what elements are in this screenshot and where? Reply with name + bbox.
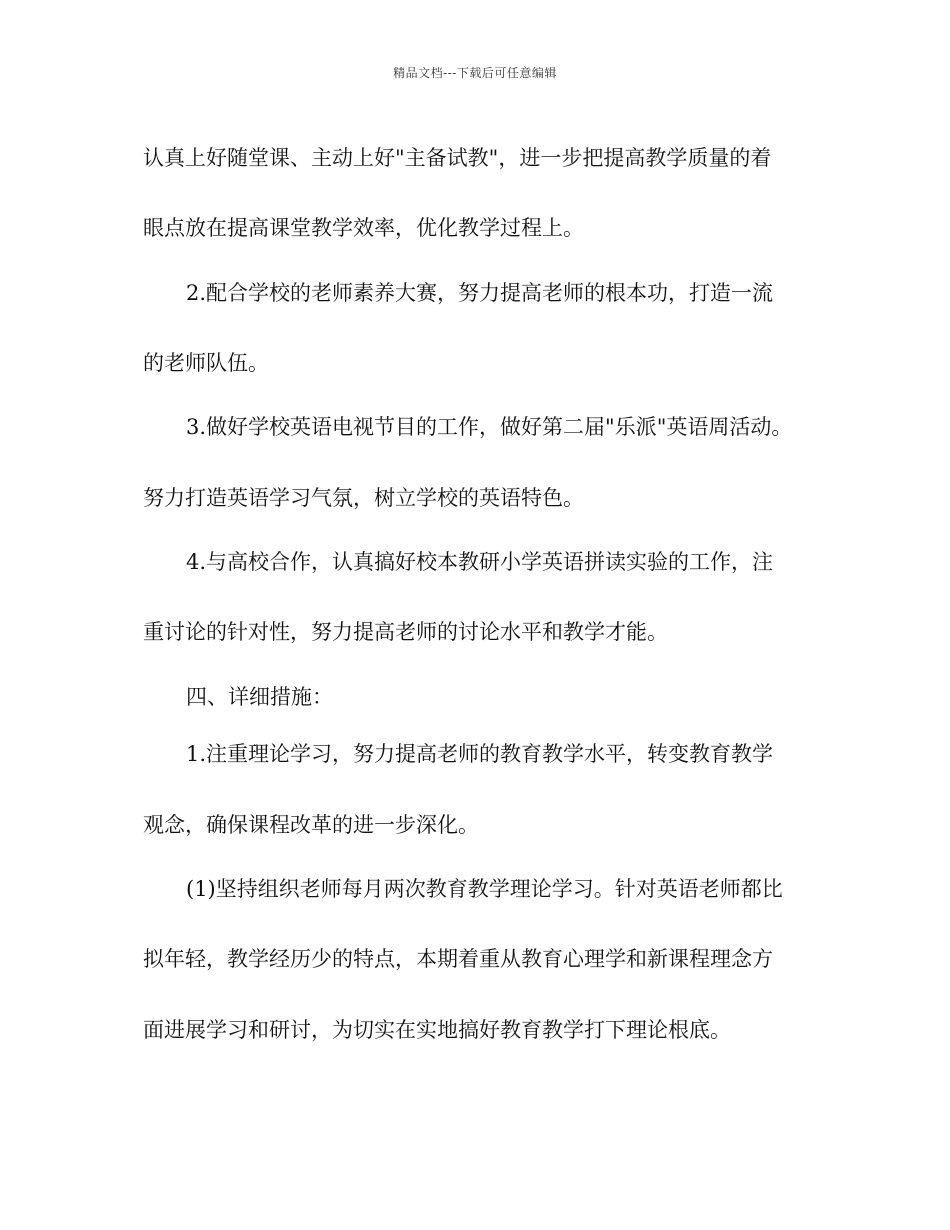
text-line: 2.配合学校的老师素养大赛，努力提高老师的根本功，打造一流 [186, 281, 774, 305]
text-line: 眼点放在提高课堂教学效率，优化教学过程上。 [143, 216, 584, 240]
text-line: 4.与高校合作，认真搞好校本教研小学英语拼读实验的工作，注 [186, 550, 774, 574]
section-heading: 四、详细措施： [186, 685, 333, 709]
text-line: (1)坚持组织老师每月两次教育教学理论学习。针对英语老师都比 [186, 877, 783, 901]
text-line: 1.注重理论学习，努力提高老师的教育教学水平，转变教育教学 [186, 742, 774, 766]
text-line: 拟年轻，教学经历少的特点，本期着重从教育心理学和新课程理念方 [143, 947, 773, 971]
text-line: 的老师队伍。 [143, 351, 269, 375]
text-line: 努力打造英语学习气氛，树立学校的英语特色。 [143, 486, 584, 510]
page-header: 精品文档---下载后可任意编辑 [393, 66, 557, 80]
text-line: 观念，确保课程改革的进一步深化。 [143, 813, 479, 837]
text-line: 重讨论的针对性，努力提高老师的讨论水平和教学才能。 [143, 620, 668, 644]
text-line: 认真上好随堂课、主动上好"主备试教"，进一步把提高教学质量的着 [143, 146, 772, 170]
text-line: 面进展学习和研讨，为切实在实地搞好教育教学打下理论根底。 [143, 1018, 731, 1042]
text-line: 3.做好学校英语电视节目的工作，做好第二届"乐派"英语周活动。 [186, 415, 793, 439]
